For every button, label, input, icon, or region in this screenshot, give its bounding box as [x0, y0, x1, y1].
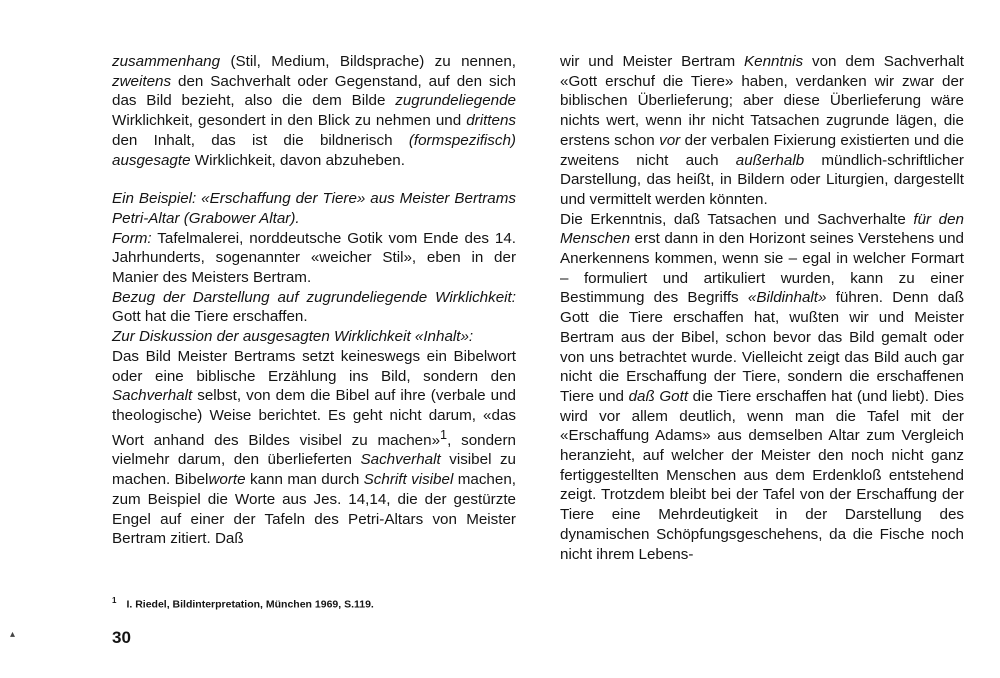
right-paragraph-2	[560, 210, 964, 565]
text-run: visibel zu machen. Bibel	[112, 451, 517, 489]
text-run: die Tiere erschaffen hat (und liebt). Dies wird vor allem deutlich, wenn man die Tafel mit der «Erschaffung Adams» aus demselben Altar zum Vergleich heranzieht, auf welcher der Meister den noch nicht ganz fertiggestellten Menschen aus dem Erdenkloß entstehend zeigt. Trotzdem bleibt bei der Tafel von der Erschaffung der Tiere eine Mehrdeutigkeit in der Darstellung des dynamischen Schöpfungsgeschehens, da die Fische noch nicht ihrem Lebens-	[560, 387, 964, 563]
text-run: selbst, von dem die Bibel auf ihre (verbale und theologische) Weise berichtet. Es geht nicht darum, «das Wort anhand des Bildes visibel zu machen»	[112, 387, 516, 449]
intro-paragraph	[112, 52, 516, 170]
emphasis: Sachverhalt	[360, 451, 441, 469]
emphasis: außerhalb	[735, 151, 805, 169]
emphasis: vor	[659, 131, 681, 149]
right-paragraph-1	[560, 52, 964, 210]
emphasis: zusammenhang	[112, 53, 221, 70]
text-run: Wirklichkeit, davon abzuheben.	[190, 151, 405, 169]
footnote-marker: 1	[112, 596, 117, 605]
text-run: Das Bild Meister Bertrams setzt keineswegs ein Bibelwort oder eine biblische Erzählung ins Bild, sondern den	[112, 347, 516, 385]
text-run: erst dann in den Horizont seines Verstehens und Anerkennens kommen, wenn sie – egal in welcher Formart – formuliert und artikuliert wurden, kann zu einer Bestimmung des Begriffs	[560, 230, 964, 307]
emphasis: Sachverhalt	[112, 387, 193, 405]
footnote	[112, 596, 374, 611]
emphasis: zweitens	[112, 72, 172, 90]
emphasis: Schrift visibel	[363, 471, 454, 489]
emphasis: (formspezifisch) ausgesagte	[112, 131, 516, 169]
text-run: machen, zum Beispiel die Worte aus Jes. 14,14, die der gestürzte Engel auf einer der Tafeln des Petri-Altars von Meister Bertram zitiert. Daß	[112, 471, 516, 548]
emphasis: daß Gott	[628, 387, 689, 405]
text-run: , sondern vielmehr darum, den überlieferten	[112, 431, 516, 469]
text-run: mündlich-schriftlicher Darstellung, das heißt, in Bildern oder Liturgien, dargestellt und vermittelt werden könnten.	[560, 151, 964, 208]
page-number: 30	[112, 628, 131, 647]
emphasis: Kenntnis	[744, 53, 804, 70]
scan-mark-icon: ▴	[10, 629, 16, 640]
diskussion-paragraph	[112, 347, 516, 549]
left-column	[112, 52, 516, 549]
emphasis: «Bildinhalt»	[747, 289, 827, 307]
footnote-ref: 1	[440, 427, 448, 442]
text-run: führen. Denn daß Gott die Tiere erschaffen hat, wußten wir und Meister Bertram aus der Bibel, schon bevor das Bild gemalt oder von uns betrachtet wurde. Vielleicht zeigt das Bild auch gar nicht die Erschaffung der Tiere, sondern die erschaffenen Tiere und	[560, 289, 964, 405]
diskussion-heading: Zur Diskussion der ausgesagten Wirklichkeit «Inhalt»:	[112, 328, 474, 346]
text-run: Wirklichkeit, gesondert in den Blick zu nehmen und	[112, 112, 467, 130]
emphasis: für den Menschen	[560, 210, 964, 248]
text-run: (Stil, Medium, Bildsprache) zu nennen,	[220, 53, 516, 70]
emphasis: worte	[208, 471, 246, 489]
text-run: den Inhalt, das ist die bildnerisch	[112, 131, 409, 149]
text-run: Die Erkenntnis, daß Tatsachen und Sachverhalte	[560, 210, 914, 228]
form-paragraph: Form: Tafelmalerei, norddeutsche Gotik vom Ende des 14. Jahrhunderts, sogenannter «weicher Stil», eben in der Manier des Meisters Bertram.	[112, 229, 516, 287]
emphasis: drittens	[466, 112, 516, 130]
footnote-text: I. Riedel, Bildinterpretation, München 1969, S.119.	[126, 598, 374, 611]
text-run: den Sachverhalt oder Gegenstand, auf den sich das Bild bezieht, also die dem Bilde	[112, 72, 516, 110]
emphasis: zugrundeliegende	[395, 92, 516, 110]
right-column	[560, 52, 964, 564]
example-heading: Ein Beispiel: «Erschaffung der Tiere» aus Meister Bertrams Petri-Altar (Grabower Altar).	[112, 190, 516, 227]
bezug-paragraph: Bezug der Darstellung auf zugrundeliegende Wirklichkeit: Gott hat die Tiere erschaffen.	[112, 288, 516, 326]
text-run: wir und Meister Bertram	[560, 53, 745, 70]
text-run: von dem Sachverhalt «Gott erschuf die Tiere» haben, verdanken wir zwar der biblischen Überlieferung; aber diese Überlieferung wäre nichts wert, wenn ihr nicht Tatsachen zugrunde lägen, die erstens schon	[560, 53, 964, 149]
text-run: der verbalen Fixierung existierten und die zweitens nicht auch	[560, 131, 964, 169]
text-run: kann man durch	[245, 471, 364, 489]
